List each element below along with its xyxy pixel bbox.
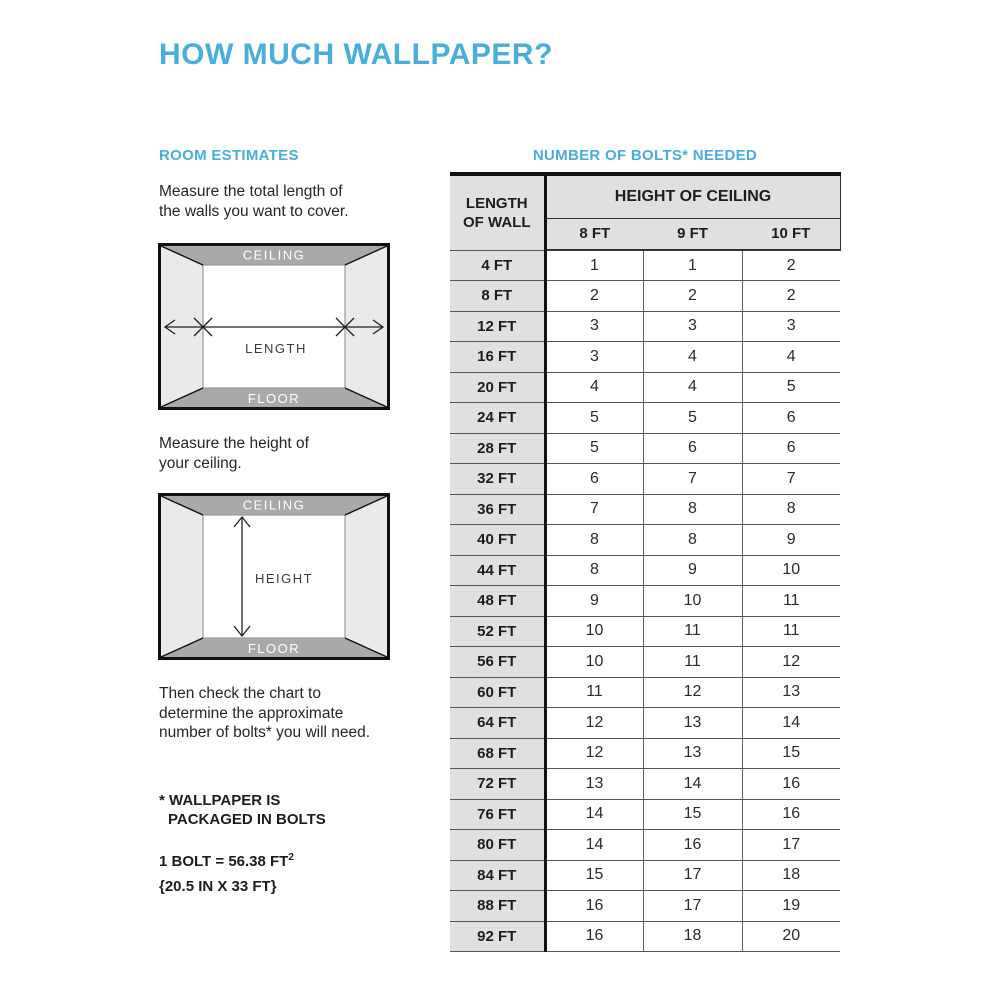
bolt-count-cell: 10 [742, 555, 840, 586]
bolt-count-cell: 10 [545, 616, 643, 647]
instruction-line: the walls you want to cover. [159, 202, 349, 220]
bolt-equation: 1 BOLT = 56.38 $FT^2$ [159, 852, 294, 870]
bolt-count-cell: 8 [545, 555, 643, 586]
length-measure-label: LENGTH [245, 341, 307, 356]
bolt-count-cell: 11 [742, 586, 840, 617]
instruction-measure-length [159, 182, 349, 221]
table-row [450, 494, 840, 525]
bolt-count-cell: 13 [643, 738, 742, 769]
bolts-table-header [450, 174, 840, 250]
bolt-count-cell: 8 [643, 494, 742, 525]
wall-length-cell: 76 FT [450, 799, 545, 830]
table-row [450, 830, 840, 861]
bolt-count-cell: 16 [742, 769, 840, 800]
bolt-count-cell: 4 [545, 372, 643, 403]
floor-label: FLOOR [247, 391, 301, 406]
squared-superscript: 2 [288, 852, 294, 863]
table-row [450, 372, 840, 403]
wall-length-cell: 72 FT [450, 769, 545, 800]
bolt-count-cell: 13 [643, 708, 742, 739]
room-length-diagram [158, 243, 390, 410]
table-row [450, 311, 840, 342]
bolt-count-cell: 6 [643, 433, 742, 464]
wall-length-cell: 36 FT [450, 494, 545, 525]
wall-length-cell: 56 FT [450, 647, 545, 678]
bolt-dimensions: {20.5 IN X 33 FT} [159, 878, 277, 895]
instruction-measure-height [159, 434, 309, 473]
bolt-count-cell: 5 [545, 403, 643, 434]
bolt-count-cell: 10 [643, 586, 742, 617]
wall-length-cell: 52 FT [450, 616, 545, 647]
bolts-table-body [450, 250, 840, 952]
bolt-count-cell: 16 [742, 799, 840, 830]
bolt-count-cell: 16 [545, 921, 643, 952]
bolt-count-cell: 11 [545, 677, 643, 708]
bolt-count-cell: 17 [643, 891, 742, 922]
bolt-count-cell: 2 [643, 281, 742, 312]
bolt-count-cell: 3 [643, 311, 742, 342]
ceiling-label: CEILING [242, 497, 306, 513]
ceiling-label: CEILING [242, 247, 306, 263]
bolt-count-cell: 8 [643, 525, 742, 556]
ceiling-10ft-header: 10 FT [742, 218, 840, 250]
table-row [450, 769, 840, 800]
table-row [450, 647, 840, 678]
left-wall-panel [161, 496, 203, 657]
table-row [450, 250, 840, 281]
wall-length-cell: 8 FT [450, 281, 545, 312]
bolt-count-cell: 14 [742, 708, 840, 739]
wall-length-cell: 16 FT [450, 342, 545, 373]
ceiling-height-group-header: HEIGHT OF CEILING [545, 174, 840, 218]
wall-length-column-header: LENGTH OF WALL [450, 174, 545, 250]
bolt-count-cell: 3 [742, 311, 840, 342]
bolt-count-cell: 5 [742, 372, 840, 403]
bolt-count-cell: 7 [643, 464, 742, 495]
bolts-table [450, 172, 841, 952]
bolt-count-cell: 11 [742, 616, 840, 647]
bolt-count-cell: 1 [643, 250, 742, 281]
instruction-check-chart [159, 684, 370, 743]
room-height-diagram [158, 493, 390, 660]
table-row [450, 921, 840, 952]
bolt-count-cell: 9 [545, 586, 643, 617]
bolt-count-cell: 18 [742, 860, 840, 891]
wall-length-cell: 80 FT [450, 830, 545, 861]
bolt-count-cell: 7 [742, 464, 840, 495]
bolt-count-cell: 17 [742, 830, 840, 861]
bolt-count-cell: 8 [545, 525, 643, 556]
table-row [450, 464, 840, 495]
bolt-count-cell: 3 [545, 342, 643, 373]
wall-length-cell: 28 FT [450, 433, 545, 464]
bolt-count-cell: 15 [643, 799, 742, 830]
bolt-count-cell: 1 [545, 250, 643, 281]
instruction-line: Measure the total length of [159, 183, 343, 200]
bolt-count-cell: 17 [643, 860, 742, 891]
table-row [450, 403, 840, 434]
wall-length-cell: 84 FT [450, 860, 545, 891]
bolt-count-cell: 19 [742, 891, 840, 922]
bolt-count-cell: 13 [742, 677, 840, 708]
room-estimates-heading: ROOM ESTIMATES [159, 147, 299, 164]
table-row [450, 738, 840, 769]
footnote-line: PACKAGED IN BOLTS [168, 811, 326, 828]
instruction-line: Then check the chart to [159, 685, 321, 702]
table-row [450, 586, 840, 617]
bolt-count-cell: 4 [742, 342, 840, 373]
bolt-count-cell: 16 [545, 891, 643, 922]
bolt-count-cell: 16 [643, 830, 742, 861]
footnote-line: * WALLPAPER IS [159, 792, 281, 809]
bolt-count-cell: 6 [545, 464, 643, 495]
bolt-count-cell: 14 [643, 769, 742, 800]
bolt-count-cell: 9 [643, 555, 742, 586]
instruction-line: Measure the height of [159, 435, 309, 452]
wall-length-cell: 60 FT [450, 677, 545, 708]
instruction-line: number of bolts* you will need. [159, 724, 371, 741]
bolt-count-cell: 15 [545, 860, 643, 891]
wall-length-cell: 20 FT [450, 372, 545, 403]
table-row [450, 525, 840, 556]
wall-length-cell: 4 FT [450, 250, 545, 281]
bolt-count-cell: 5 [643, 403, 742, 434]
bolt-count-cell: 14 [545, 799, 643, 830]
table-row [450, 342, 840, 373]
bolt-count-cell: 6 [742, 433, 840, 464]
wall-length-cell: 44 FT [450, 555, 545, 586]
table-row [450, 677, 840, 708]
instruction-line: your ceiling. [159, 454, 242, 472]
wall-length-cell: 48 FT [450, 586, 545, 617]
table-row [450, 708, 840, 739]
bolt-count-cell: 11 [643, 647, 742, 678]
bolt-count-cell: 14 [545, 830, 643, 861]
bolt-count-cell: 5 [545, 433, 643, 464]
bolt-count-cell: 6 [742, 403, 840, 434]
instruction-line: determine the approximate [159, 704, 344, 722]
bolt-count-cell: 18 [643, 921, 742, 952]
page-title: HOW MUCH WALLPAPER? [159, 38, 553, 71]
wall-length-cell: 68 FT [450, 738, 545, 769]
bolt-count-cell: 8 [742, 494, 840, 525]
bolt-count-cell: 3 [545, 311, 643, 342]
bolt-count-cell: 12 [742, 647, 840, 678]
bolt-count-cell: 13 [545, 769, 643, 800]
wallpaper-bolts-footnote [159, 791, 326, 829]
bolt-count-cell: 2 [545, 281, 643, 312]
table-row [450, 281, 840, 312]
table-row [450, 616, 840, 647]
bolt-count-cell: 2 [742, 281, 840, 312]
wall-length-cell: 12 FT [450, 311, 545, 342]
bolt-count-cell: 15 [742, 738, 840, 769]
wall-length-cell: 40 FT [450, 525, 545, 556]
table-row [450, 555, 840, 586]
bolt-count-cell: 4 [643, 342, 742, 373]
bolt-count-cell: 12 [545, 708, 643, 739]
bolt-count-cell: 4 [643, 372, 742, 403]
ceiling-8ft-header: 8 FT [545, 218, 643, 250]
wall-length-cell: 32 FT [450, 464, 545, 495]
right-wall-panel [345, 496, 387, 657]
bolt-count-cell: 2 [742, 250, 840, 281]
wall-length-cell: 92 FT [450, 921, 545, 952]
bolt-count-cell: 12 [643, 677, 742, 708]
bolts-needed-heading: NUMBER OF BOLTS* NEEDED [532, 147, 758, 164]
ceiling-9ft-header: 9 FT [643, 218, 742, 250]
bolt-size-info [159, 845, 294, 899]
bolt-count-cell: 9 [742, 525, 840, 556]
bolt-count-cell: 10 [545, 647, 643, 678]
height-measure-label: HEIGHT [254, 571, 314, 586]
bolt-count-cell: 7 [545, 494, 643, 525]
table-row [450, 799, 840, 830]
bolt-count-cell: 12 [545, 738, 643, 769]
wall-length-cell: 88 FT [450, 891, 545, 922]
table-row [450, 433, 840, 464]
table-row [450, 891, 840, 922]
bolt-count-cell: 20 [742, 921, 840, 952]
wall-length-cell: 24 FT [450, 403, 545, 434]
table-row [450, 860, 840, 891]
wall-length-cell: 64 FT [450, 708, 545, 739]
floor-label: FLOOR [247, 641, 301, 656]
bolt-count-cell: 11 [643, 616, 742, 647]
